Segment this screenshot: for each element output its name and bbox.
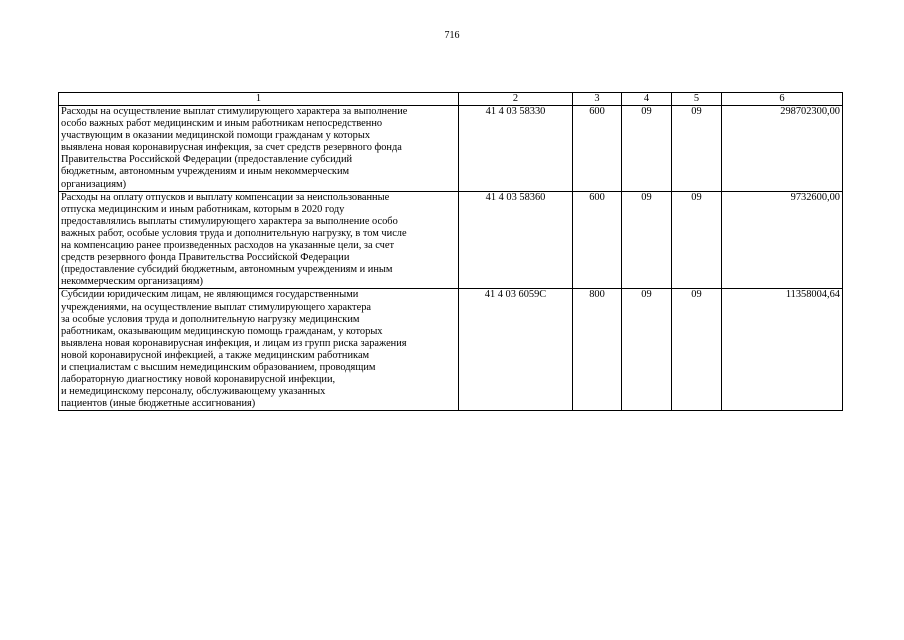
description-line: организациям)	[61, 178, 127, 190]
row-description	[59, 106, 459, 192]
column-header: 2	[459, 93, 573, 106]
row-amount: 9732600,00	[722, 191, 843, 289]
description-line: некоммерческим организациям)	[61, 276, 203, 288]
row-col3: 600	[573, 106, 622, 192]
description-line: участвующим в оказании медицинской помощи гражданам у которых	[61, 130, 371, 142]
table-row	[59, 289, 843, 411]
description-line: за особые условия труда и дополнительную нагрузку медицинским	[61, 313, 360, 325]
column-header: 4	[622, 93, 672, 106]
row-col3: 600	[573, 191, 622, 289]
column-header: 3	[573, 93, 622, 106]
description-line: работникам, оказывающим медицинскую помощь гражданам, у которых	[61, 325, 383, 337]
description-line: и немедицинскому персоналу, обслуживающему указанных	[61, 386, 326, 398]
column-header: 5	[672, 93, 722, 106]
description-line: отпуска медицинским и иным работникам, которым в 2020 году	[61, 203, 345, 215]
row-amount: 298702300,00	[722, 106, 843, 192]
row-col4: 09	[622, 289, 672, 411]
row-col5: 09	[672, 106, 722, 192]
description-line: пациентов (иные бюджетные ассигнования)	[61, 398, 256, 410]
row-description	[59, 289, 459, 411]
row-description	[59, 191, 459, 289]
description-line: средств резервного фонда Правительства Российской Федерации	[61, 252, 350, 264]
budget-table	[58, 92, 843, 411]
description-line: Расходы на оплату отпусков и выплату компенсации за неиспользованные	[61, 191, 390, 203]
description-line: лабораторную диагностику новой коронавирусной инфекции,	[61, 374, 336, 386]
row-col5: 09	[672, 191, 722, 289]
description-line: учреждениями, на осуществление выплат стимулирующего характера	[61, 301, 372, 313]
row-col5: 09	[672, 289, 722, 411]
description-line: Правительства Российской Федерации (предоставление субсидий	[61, 154, 353, 166]
description-line: важных работ, особые условия труда и дополнительную нагрузку, в том числе	[61, 227, 407, 239]
description-line: выявлена новая коронавирусная инфекция, и лицам из групп риска заражения	[61, 337, 407, 349]
description-line: Расходы на осуществление выплат стимулирующего характера за выполнение	[61, 106, 408, 117]
description-line: и специалистам с высшим немедицинским образованием, проводящим	[61, 361, 376, 373]
description-line: (предоставление субсидий бюджетным, автономным учреждениям и иным	[61, 264, 393, 276]
row-col4: 09	[622, 191, 672, 289]
page-number: 716	[444, 30, 460, 41]
column-header: 6	[722, 93, 843, 106]
description-line: на компенсацию ранее произведенных расходов на указанные цели, за счет	[61, 240, 395, 252]
description-line: выявлена новая коронавирусная инфекция, за счет средств резервного фонда	[61, 142, 402, 154]
description-line: бюджетным, автономным учреждениям и иным некоммерческим	[61, 166, 350, 178]
table-row	[59, 191, 843, 289]
row-code: 41 4 03 58330	[459, 106, 573, 192]
description-line: предоставлялись выплаты стимулирующего характера за выполнение особо	[61, 215, 398, 227]
description-line: Субсидии юридическим лицам, не являющимся государственными	[61, 289, 359, 301]
description-line: особо важных работ медицинским и иным работникам непосредственно	[61, 118, 383, 130]
table-header-row	[59, 93, 843, 106]
row-col3: 800	[573, 289, 622, 411]
description-line: новой коронавирусной инфекцией, а также медицинским работникам	[61, 349, 370, 361]
row-col4: 09	[622, 106, 672, 192]
column-header: 1	[59, 93, 459, 106]
row-code: 41 4 03 58360	[459, 191, 573, 289]
row-amount: 11358004,64	[722, 289, 843, 411]
table-row	[59, 106, 843, 192]
row-code: 41 4 03 6059С	[459, 289, 573, 411]
